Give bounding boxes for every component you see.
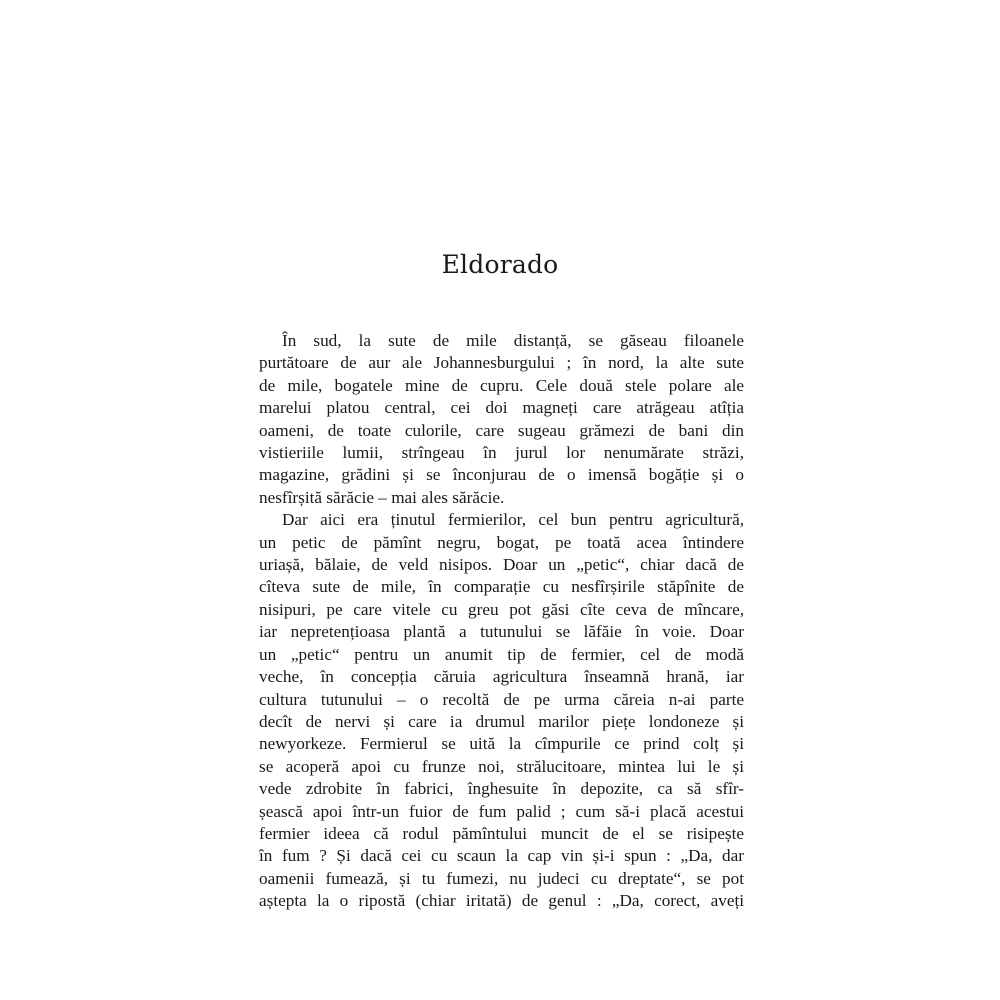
text-line: cîteva sute de mile, în comparație cu nesfîrșirile stăpînite de xyxy=(259,577,744,597)
text-line: purtătoare de aur ale Johannesburgului ; în nord, la alte sute xyxy=(259,353,744,373)
text-line: decît de nervi și care ia drumul marilor piețe londoneze și xyxy=(259,711,744,731)
paragraph-1 xyxy=(259,330,744,509)
text-line: vede zdrobite în fabrici, înghesuite în depozite, ca să sfîr- xyxy=(259,779,744,799)
text-line: marelui platou central, cei doi magneți care atrăgeau atîția xyxy=(259,398,744,418)
text-line: fermier ideea că rodul pămîntului muncit de el se risipește xyxy=(259,823,744,843)
text-line: Dar aici era ținutul fermierilor, cel bun pentru agricultură, xyxy=(282,510,744,530)
text-line: iar nepretențioasa plantă a tutunului se lăfăie în voie. Doar xyxy=(259,622,744,642)
text-line: oameni, de toate culorile, care sugeau grămezi de bani din xyxy=(259,420,744,440)
text-line: nesfîrșită sărăcie – mai ales sărăcie. xyxy=(259,487,505,507)
chapter-title: Eldorado xyxy=(441,250,559,279)
text-line: se acoperă apoi cu frunze noi, strălucitoare, mintea lui le și xyxy=(259,756,744,776)
text-line: un petic de pămînt negru, bogat, pe toată acea întindere xyxy=(259,532,744,552)
text-line: un „petic“ pentru un anumit tip de fermier, cel de modă xyxy=(259,644,744,664)
text-line: În sud, la sute de mile distanță, se găseau filoanele xyxy=(282,331,744,350)
text-line: uriașă, bălaie, de veld nisipos. Doar un „petic“, chiar dacă de xyxy=(259,555,744,575)
text-line: aștepta la o ripostă (chiar iritată) de genul : „Da, corect, aveți xyxy=(259,891,744,911)
text-line: magazine, grădini și se înconjurau de o imensă bogăție și o xyxy=(259,465,744,485)
text-line: newyorkeze. Fermierul se uită la cîmpurile ce prind colț și xyxy=(259,734,744,754)
text-line: șească apoi într-un fuior de fum palid ; cum să-i placă acestui xyxy=(259,801,744,821)
text-line: de mile, bogatele mine de cupru. Cele două stele polare ale xyxy=(259,375,744,395)
text-line: nisipuri, pe care vitele cu greu pot găsi cîte ceva de mîncare, xyxy=(259,599,744,619)
text-line: cultura tutunului – o recoltă de pe urma căreia n-ai parte xyxy=(259,689,744,709)
text-line: vistieriile lumii, strîngeau în jurul lor nenumărate străzi, xyxy=(259,443,744,463)
text-line: oamenii fumează, și tu fumezi, nu judeci cu dreptate“, se pot xyxy=(259,868,744,888)
paragraph-2 xyxy=(259,509,744,912)
text-line: veche, în concepția căruia agricultura înseamnă hrană, iar xyxy=(259,667,744,687)
text-line: în fum ? Și dacă cei cu scaun la cap vin și-i spun : „Da, dar xyxy=(259,846,744,866)
body-text xyxy=(259,330,744,913)
